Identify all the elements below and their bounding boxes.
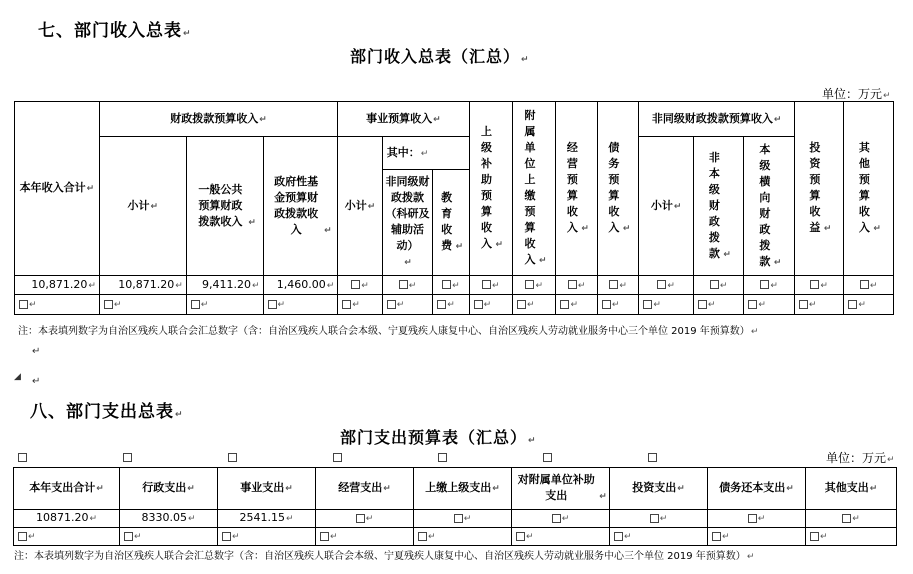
paragraph-mark-icon: ↵ (667, 280, 675, 291)
paragraph-mark-icon: ↵ (326, 280, 335, 291)
row2-empty-cell (186, 295, 263, 315)
income-table (14, 101, 894, 315)
header-investment: 投资预算收益 ↵ (794, 102, 844, 276)
checkbox-icon (748, 514, 757, 523)
paragraph-mark-icon: ↵ (200, 300, 209, 310)
checkbox-icon (399, 280, 408, 289)
paragraph-mark-icon: ↵ (869, 484, 878, 494)
header-business-nonfiscal: 非同级财政拨款（科研及辅助活动）↵ (382, 170, 433, 276)
paragraph-mark-icon: ↵ (433, 114, 441, 125)
checkbox-icon (387, 300, 396, 309)
row2-empty-cell (597, 295, 638, 315)
section1-unit: 单位：万元↵ (822, 87, 891, 101)
paragraph-mark-icon: ↵ (823, 224, 832, 234)
paragraph-mark-icon: ↵ (175, 410, 184, 420)
expense-empty-cell (512, 528, 610, 546)
paragraph-mark-icon: ↵ (527, 300, 535, 310)
row1-empty-cell (433, 276, 469, 295)
paragraph-mark-icon: ↵ (820, 280, 828, 291)
checkbox-icon (609, 280, 618, 289)
checkbox-icon (568, 280, 577, 289)
paragraph-mark-icon: ↵ (29, 300, 37, 310)
paragraph-mark-icon: ↵ (285, 484, 293, 494)
paragraph-mark-icon: ↵ (611, 300, 620, 310)
header-total: 本年收入合计↵ (15, 102, 100, 276)
paragraph-mark-icon: ↵ (538, 256, 547, 266)
checkbox-icon (191, 300, 200, 309)
section2-unit: 单位：万元↵ (826, 451, 895, 465)
row2-empty-cell (338, 295, 382, 315)
checkbox-icon (543, 453, 552, 462)
checkbox-icon (517, 300, 526, 309)
row1-empty-cell (639, 276, 694, 295)
paragraph-mark-icon: ↵ (624, 532, 632, 542)
checkbox-icon (104, 300, 113, 309)
checkbox-icon (552, 514, 561, 523)
paragraph-mark-icon: ↵ (483, 300, 492, 310)
checkbox-icon (860, 280, 869, 289)
row2-empty-cell (556, 295, 597, 315)
row1-empty-cell (556, 276, 597, 295)
paragraph-mark-icon: ↵ (528, 436, 537, 446)
paragraph-mark-icon: ↵ (463, 514, 472, 524)
header-remit-superior: 上缴上级支出↵ (414, 468, 512, 510)
header-fiscal-fund: 政府性基金预算财政拨款收入 ↵ (263, 137, 338, 276)
checkbox-icon (842, 514, 851, 523)
paragraph-mark-icon: ↵ (408, 280, 417, 291)
row2-empty-cell (15, 295, 100, 315)
paragraph-mark-icon: ↵ (88, 280, 96, 291)
paragraph-mark-icon: ↵ (581, 224, 589, 234)
checkbox-icon (356, 514, 365, 523)
checkbox-icon (442, 280, 451, 289)
header-fiscal: 财政拨款预算收入↵ (99, 102, 337, 137)
paragraph-mark-icon: ↵ (852, 514, 860, 524)
expense-value (512, 510, 610, 528)
row2-empty-cell (744, 295, 795, 315)
section2-heading: 八、部门支出总表↵ (30, 402, 184, 422)
row1-fiscal-fund: 1,460.00↵ (263, 276, 338, 295)
header-nonlevel-horizontal: 本级横向财政拨款 ↵ (744, 137, 795, 276)
paragraph-mark-icon: ↵ (495, 240, 504, 250)
row1-empty-cell (597, 276, 638, 295)
paragraph-mark-icon: ↵ (770, 280, 778, 291)
row2-empty-cell (469, 295, 512, 315)
expense-empty-cell (316, 528, 414, 546)
expense-value: 8330.05↵ (120, 510, 218, 528)
paragraph-mark-icon: ↵ (248, 217, 256, 228)
paragraph-mark-icon: ↵ (570, 300, 579, 310)
header-business-among: 其中：↵ (382, 137, 469, 170)
paragraph-mark-icon: ↵ (428, 532, 436, 542)
checkbox-icon (438, 453, 447, 462)
paragraph-mark-icon: ↵ (820, 532, 828, 542)
checkbox-icon (710, 280, 719, 289)
row1-empty-cell (338, 276, 382, 295)
header-nonlevel-nonlocal: 非本级财政拨款 ↵ (693, 137, 744, 276)
checkbox-icon (748, 300, 757, 309)
paragraph-mark-icon: ↵ (773, 257, 782, 268)
section1-note: 注：本表填列数字为自治区残疾人联合会汇总数字（含：自治区残疾人联合会本级、宁夏残疾人康复中心、自治区残疾人劳动就业服务中心三个单位 2019 年预算数）↵ (18, 326, 759, 337)
checkbox-icon (124, 532, 133, 541)
row1-empty-cell (382, 276, 433, 295)
expense-empty-cell (120, 528, 218, 546)
paragraph-mark-icon: ↵ (175, 280, 183, 291)
checkbox-icon (810, 280, 819, 289)
expense-empty-cell (414, 528, 512, 546)
checkbox-icon (643, 300, 652, 309)
paragraph-mark-icon: ↵ (673, 201, 682, 212)
header-business-subtotal: 小计↵ (338, 137, 382, 276)
checkbox-icon (18, 453, 27, 462)
checkbox-icon (810, 532, 819, 541)
paragraph-mark-icon: ↵ (28, 532, 36, 542)
row2-empty-cell (263, 295, 338, 315)
row2-empty-cell (794, 295, 844, 315)
checkbox-icon (418, 532, 427, 541)
paragraph-mark-icon: ↵ (535, 280, 544, 291)
paragraph-mark-icon: ↵ (187, 484, 195, 494)
expense-value (708, 510, 806, 528)
row2-empty-cell (513, 295, 556, 315)
paragraph-mark-icon: ↵ (259, 114, 267, 125)
paragraph-mark-icon: ↵ (404, 258, 412, 268)
paragraph-mark-icon: ↵ (869, 280, 878, 291)
checkbox-icon (19, 300, 28, 309)
header-expense-total: 本年支出合计↵ (14, 468, 120, 510)
checkbox-icon (648, 453, 657, 462)
paragraph-mark-icon: ↵ (577, 280, 586, 291)
section1-title: 部门收入总表（汇总）↵ (350, 47, 530, 66)
paragraph-mark-icon: ↵ (330, 532, 338, 542)
anchor-icon: ◢ (14, 372, 21, 382)
paragraph-mark-icon: ↵ (786, 484, 794, 494)
header-superior: 上级补助预算收入 ↵ (469, 102, 512, 276)
checkbox-icon (351, 280, 360, 289)
paragraph-mark-icon: ↵ (183, 29, 192, 39)
paragraph-mark-icon: ↵ (521, 55, 530, 65)
checkbox-icon (657, 280, 666, 289)
paragraph-mark-icon: ↵ (858, 300, 866, 310)
paragraph-mark-icon: ↵ (187, 514, 196, 524)
checkbox-icon (123, 453, 132, 462)
checkbox-icon (320, 532, 329, 541)
checkbox-icon (560, 300, 569, 309)
row1-total: 10,871.20↵ (15, 276, 100, 295)
paragraph-mark-icon: ↵ (808, 300, 817, 310)
checkbox-icon (614, 532, 623, 541)
checkbox-icon (437, 300, 446, 309)
row1-empty-cell (469, 276, 512, 295)
paragraph-mark-icon: ↵ (383, 484, 391, 494)
paragraph-mark-icon: ↵ (452, 280, 460, 291)
checkbox-icon (268, 300, 277, 309)
row1-empty-cell (744, 276, 795, 295)
row2-empty-cell (844, 295, 894, 315)
header-nonlevel-subtotal: 小计↵ (639, 137, 694, 276)
expense-empty-cell (806, 528, 897, 546)
expense-empty-cell (218, 528, 316, 546)
header-business: 事业预算收入↵ (338, 102, 469, 137)
checkbox-icon (18, 532, 27, 541)
header-operating-expense: 经营支出↵ (316, 468, 414, 510)
paragraph-mark-icon: ↵ (277, 300, 286, 310)
row1-fiscal-general: 9,411.20↵ (186, 276, 263, 295)
paragraph-mark-icon: ↵ (86, 184, 95, 194)
paragraph-mark-icon: ↵ (285, 514, 294, 524)
row2-empty-cell (99, 295, 186, 315)
paragraph-mark-icon: ↵ (719, 280, 728, 291)
paragraph-mark-icon: ↵ (526, 532, 534, 542)
expense-table (13, 467, 897, 546)
row2-empty-cell (693, 295, 744, 315)
paragraph-mark-icon: ↵ (619, 280, 627, 291)
checkbox-icon (712, 532, 721, 541)
paragraph-mark-icon: ↵ (492, 484, 500, 494)
paragraph-mark-icon: ↵ (324, 225, 332, 236)
checkbox-icon (516, 532, 525, 541)
checkbox-icon (333, 453, 342, 462)
row2-empty-cell (433, 295, 469, 315)
row1-empty-cell (844, 276, 894, 295)
checkbox-icon (602, 300, 611, 309)
paragraph-mark-icon: ↵ (396, 300, 405, 310)
pre-table-checkbox-row (18, 452, 657, 463)
expense-value (806, 510, 897, 528)
header-business-edu: 教育收费 ↵ (433, 170, 469, 276)
paragraph-mark-icon: ↵ (722, 532, 730, 542)
header-business-expense: 事业支出↵ (218, 468, 316, 510)
header-other: 其他预算收入 ↵ (844, 102, 894, 276)
row1-empty-cell (513, 276, 556, 295)
expense-empty-cell (14, 528, 120, 546)
expense-value (610, 510, 708, 528)
checkbox-icon (454, 514, 463, 523)
paragraph-mark-icon: ↵ (134, 532, 142, 542)
paragraph-mark-icon: ↵ (873, 224, 881, 234)
paragraph-mark-icon: ↵ (365, 514, 374, 524)
expense-value: 2541.15↵ (218, 510, 316, 528)
checkbox-icon (342, 300, 351, 309)
expense-value (414, 510, 512, 528)
paragraph-mark-icon: ↵ (150, 201, 159, 212)
header-nonlevel: 非同级财政拨款预算收入↵ (639, 102, 795, 137)
checkbox-icon (650, 514, 659, 523)
paragraph-mark-icon: ↵ (599, 492, 607, 502)
checkbox-icon (799, 300, 808, 309)
row1-fiscal-subtotal: 10,871.20↵ (99, 276, 186, 295)
paragraph-mark-icon: ↵ (455, 242, 464, 252)
paragraph-mark-icon: ↵ (32, 376, 41, 387)
paragraph-mark-icon: ↵ (723, 249, 731, 260)
paragraph-mark-icon: ↵ (653, 300, 661, 310)
checkbox-icon (848, 300, 857, 309)
header-operating: 经营预算收入 ↵ (556, 102, 597, 276)
paragraph-mark-icon: ↵ (89, 514, 98, 524)
paragraph-mark-icon: ↵ (367, 201, 376, 212)
header-investment-expense: 投资支出↵ (610, 468, 708, 510)
row2-empty-cell (382, 295, 433, 315)
expense-value: 10871.20↵ (14, 510, 120, 528)
paragraph-mark-icon: ↵ (447, 300, 455, 310)
paragraph-mark-icon: ↵ (561, 514, 570, 524)
header-other-expense: 其他支出↵ (806, 468, 897, 510)
header-admin-expense: 行政支出↵ (120, 468, 218, 510)
checkbox-icon (228, 453, 237, 462)
section1-heading: 七、部门收入总表↵ (38, 21, 192, 41)
paragraph-mark-icon: ↵ (757, 514, 766, 524)
paragraph-mark-icon: ↵ (232, 532, 240, 542)
paragraph-mark-icon: ↵ (251, 280, 260, 291)
paragraph-mark-icon: ↵ (677, 484, 685, 494)
expense-empty-cell (610, 528, 708, 546)
header-affiliated-subsidy: 对附属单位补助支出 ↵ (512, 468, 610, 510)
paragraph-mark-icon: ↵ (420, 148, 429, 159)
header-affiliated: 附属单位上缴预算收入 ↵ (513, 102, 556, 276)
row2-empty-cell (639, 295, 694, 315)
header-fiscal-general: 一般公共预算财政拨款收入 ↵ (186, 137, 263, 276)
checkbox-icon (525, 280, 534, 289)
section2-note: 注：本表填列数字为自治区残疾人联合会汇总数字（含：自治区残疾人联合会本级、宁夏残疾人康复中心、自治区残疾人劳动就业服务中心三个单位 2019 年预算数）↵ (14, 551, 755, 562)
paragraph-mark-icon: ↵ (32, 346, 41, 357)
header-fiscal-subtotal: 小计↵ (99, 137, 186, 276)
checkbox-icon (222, 532, 231, 541)
header-debt-repayment: 债务还本支出↵ (708, 468, 806, 510)
paragraph-mark-icon: ↵ (361, 280, 369, 291)
expense-empty-cell (708, 528, 806, 546)
paragraph-mark-icon: ↵ (492, 280, 500, 291)
checkbox-icon (698, 300, 707, 309)
paragraph-mark-icon: ↵ (773, 114, 782, 125)
paragraph-mark-icon: ↵ (352, 300, 360, 310)
section2-title: 部门支出预算表（汇总）↵ (340, 428, 537, 447)
checkbox-icon (474, 300, 483, 309)
paragraph-mark-icon: ↵ (758, 300, 766, 310)
row1-empty-cell (794, 276, 844, 295)
paragraph-mark-icon: ↵ (659, 514, 668, 524)
paragraph-mark-icon: ↵ (96, 484, 104, 494)
checkbox-icon (482, 280, 491, 289)
paragraph-mark-icon: ↵ (707, 300, 716, 310)
row1-empty-cell (693, 276, 744, 295)
expense-value (316, 510, 414, 528)
paragraph-mark-icon: ↵ (622, 224, 631, 234)
checkbox-icon (760, 280, 769, 289)
paragraph-mark-icon: ↵ (113, 300, 122, 310)
header-debt: 债务预算收入 ↵ (597, 102, 638, 276)
